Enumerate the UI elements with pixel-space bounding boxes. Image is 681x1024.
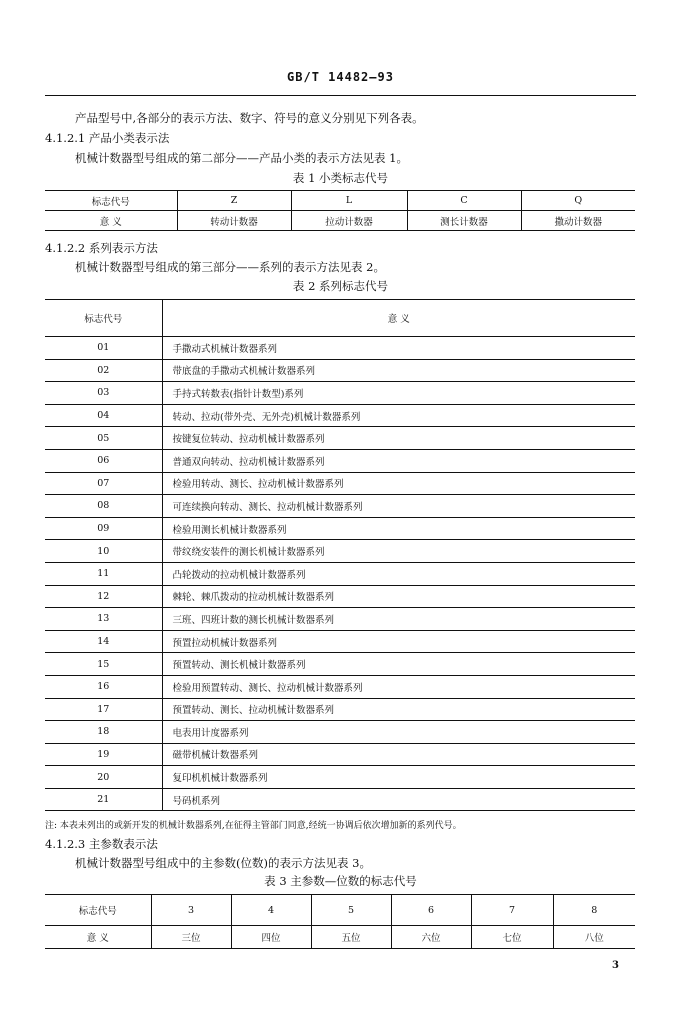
- table-row: [45, 630, 635, 653]
- table-cell: Q: [521, 191, 635, 211]
- series-meaning-cell: 磁带机械计数器系列: [162, 743, 635, 766]
- series-meaning-cell: 手持式转数表(指针计数型)系列: [162, 382, 635, 405]
- table-row: [45, 788, 635, 811]
- table-cell: 5: [311, 895, 391, 926]
- series-code-cell: 02: [45, 359, 162, 382]
- series-code-cell: 16: [45, 675, 162, 698]
- table-cell: 转动计数器: [177, 211, 291, 231]
- table-row: [45, 698, 635, 721]
- series-code-cell: 20: [45, 766, 162, 789]
- table-row: [45, 562, 635, 585]
- table-cell: 标志代号: [45, 191, 177, 211]
- table-cell: Z: [177, 191, 291, 211]
- series-meaning-cell: 手撒动式机械计数器系列: [162, 337, 635, 360]
- table-cell: 3: [151, 895, 231, 926]
- series-code-cell: 10: [45, 540, 162, 563]
- series-code-cell: 19: [45, 743, 162, 766]
- table-row: [45, 608, 635, 631]
- series-meaning-cell: 转动、拉动(带外壳、无外壳)机械计数器系列: [162, 404, 635, 427]
- table-row: [45, 427, 635, 450]
- series-meaning-cell: 普通双向转动、拉动机械计数器系列: [162, 449, 635, 472]
- table-cell: 意 义: [45, 926, 151, 949]
- intro-text: 产品型号中,各部分的表示方法、数字、符号的意义分别见下列各表。: [75, 111, 424, 125]
- table-cell: 意 义: [162, 300, 635, 337]
- table-cell: 撒动计数器: [521, 211, 635, 231]
- series-code-cell: 05: [45, 427, 162, 450]
- table-row: [45, 449, 635, 472]
- table-row: [45, 895, 635, 926]
- table-cell: 六位: [391, 926, 471, 949]
- table-row: [45, 337, 635, 360]
- table-cell: 6: [391, 895, 471, 926]
- table-cell: 四位: [231, 926, 311, 949]
- table-1-caption: 表 1 小类标志代号: [292, 171, 389, 185]
- table-2: [45, 299, 635, 811]
- series-code-cell: 18: [45, 721, 162, 744]
- table-row: [45, 359, 635, 382]
- series-code-cell: 09: [45, 517, 162, 540]
- section-4-1-2-1-heading: 4.1.2.1 产品小类表示法: [45, 131, 170, 145]
- series-meaning-cell: 复印机机械计数器系列: [162, 766, 635, 789]
- series-code-cell: 01: [45, 337, 162, 360]
- header-rule: [45, 95, 636, 96]
- table-cell: 4: [231, 895, 311, 926]
- series-meaning-cell: 预置转动、测长、拉动机械计数器系列: [162, 698, 635, 721]
- series-meaning-cell: 预置拉动机械计数器系列: [162, 630, 635, 653]
- series-meaning-cell: 带底盘的手撒动式机械计数器系列: [162, 359, 635, 382]
- series-meaning-cell: 三班、四班计数的测长机械计数器系列: [162, 608, 635, 631]
- table-cell: 标志代号: [45, 895, 151, 926]
- series-meaning-cell: 凸轮拨动的拉动机械计数器系列: [162, 562, 635, 585]
- table-2-note: 注: 本表未列出的或新开发的机械计数器系列,在征得主管部门同意,经统一协调后依次增加新的系列代号。: [45, 821, 462, 831]
- section-4-1-2-2-heading: 4.1.2.2 系列表示方法: [45, 241, 158, 255]
- table-1: [45, 190, 635, 231]
- table-cell: 7: [471, 895, 553, 926]
- series-code-cell: 06: [45, 449, 162, 472]
- table-cell: 测长计数器: [407, 211, 521, 231]
- table-row: [45, 743, 635, 766]
- table-row: [45, 926, 635, 949]
- table-row: [45, 211, 635, 231]
- table-row: [45, 404, 635, 427]
- series-code-cell: 14: [45, 630, 162, 653]
- section-4-1-2-2-text: 机械计数器型号组成的第三部分——系列的表示方法见表 2。: [75, 260, 385, 274]
- series-meaning-cell: 检验用预置转动、测长、拉动机械计数器系列: [162, 675, 635, 698]
- series-meaning-cell: 检验用转动、测长、拉动机械计数器系列: [162, 472, 635, 495]
- series-code-cell: 21: [45, 788, 162, 811]
- series-meaning-cell: 预置转动、测长机械计数器系列: [162, 653, 635, 676]
- series-meaning-cell: 带纹绕安装件的测长机械计数器系列: [162, 540, 635, 563]
- table-row: [45, 517, 635, 540]
- section-4-1-2-3-text: 机械计数器型号组成中的主参数(位数)的表示方法见表 3。: [75, 856, 371, 870]
- series-code-cell: 11: [45, 562, 162, 585]
- series-meaning-cell: 号码机系列: [162, 788, 635, 811]
- series-code-cell: 15: [45, 653, 162, 676]
- table-cell: 拉动计数器: [291, 211, 407, 231]
- table-row: [45, 653, 635, 676]
- table-3-caption: 表 3 主参数—位数的标志代号: [264, 874, 417, 888]
- series-meaning-cell: 可连续换向转动、测长、拉动机械计数器系列: [162, 495, 635, 518]
- table-cell: 三位: [151, 926, 231, 949]
- table-cell: 八位: [553, 926, 635, 949]
- series-code-cell: 12: [45, 585, 162, 608]
- table-row: [45, 766, 635, 789]
- series-code-cell: 07: [45, 472, 162, 495]
- series-code-cell: 03: [45, 382, 162, 405]
- table-row: [45, 495, 635, 518]
- standard-number: GB/T 14482—93: [287, 70, 394, 84]
- table-row: [45, 721, 635, 744]
- table-cell: 七位: [471, 926, 553, 949]
- table-2-caption: 表 2 系列标志代号: [292, 279, 389, 293]
- section-4-1-2-1-text: 机械计数器型号组成的第二部分——产品小类的表示方法见表 1。: [75, 151, 408, 165]
- table-cell: L: [291, 191, 407, 211]
- table-row: [45, 675, 635, 698]
- table-cell: 意 义: [45, 211, 177, 231]
- table-cell: 五位: [311, 926, 391, 949]
- series-meaning-cell: 电表用计度器系列: [162, 721, 635, 744]
- series-meaning-cell: 按键复位转动、拉动机械计数器系列: [162, 427, 635, 450]
- table-row: [45, 472, 635, 495]
- series-meaning-cell: 检验用测长机械计数器系列: [162, 517, 635, 540]
- table-row: [45, 540, 635, 563]
- series-code-cell: 17: [45, 698, 162, 721]
- table-row: [45, 585, 635, 608]
- series-code-cell: 04: [45, 404, 162, 427]
- page-number: 3: [612, 960, 619, 971]
- series-code-cell: 13: [45, 608, 162, 631]
- table-row: [45, 191, 635, 211]
- table-row: [45, 382, 635, 405]
- table-row: [45, 300, 635, 337]
- series-code-cell: 08: [45, 495, 162, 518]
- table-cell: 标志代号: [45, 300, 162, 337]
- table-cell: C: [407, 191, 521, 211]
- table-cell: 8: [553, 895, 635, 926]
- series-meaning-cell: 棘轮、棘爪拨动的拉动机械计数器系列: [162, 585, 635, 608]
- table-3: [45, 894, 635, 949]
- section-4-1-2-3-heading: 4.1.2.3 主参数表示法: [45, 837, 158, 851]
